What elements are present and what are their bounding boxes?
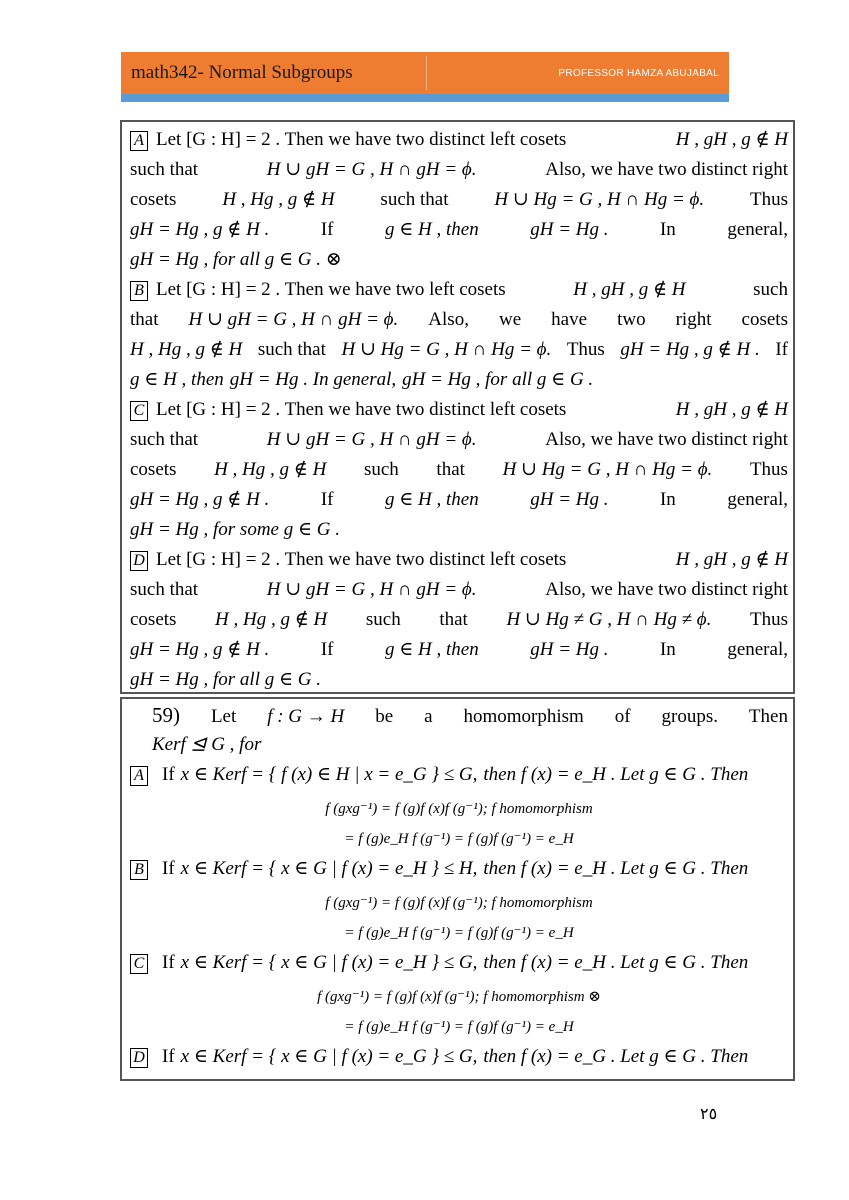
- q59-stem-line1: 59) Let f : G → H be a homomorphism of groups. Then: [130, 700, 788, 730]
- q58-option-a-line2: such that H ∪ gH = G , H ∩ gH = ϕ. Also, we have two distinct right: [130, 159, 788, 180]
- page-number: ٢٥: [700, 1106, 718, 1123]
- q58-option-d-line2: such that H ∪ gH = G , H ∩ gH = ϕ. Also, we have two distinct right: [130, 579, 788, 600]
- question-58-content: [130, 125, 788, 695]
- option-label-b: B: [130, 860, 148, 880]
- question-number: 59): [152, 703, 180, 727]
- q59-option-a-line3: = f (g)e_H f (g⁻¹) = f (g)f (g⁻¹) = e_H: [344, 831, 574, 847]
- header-stripe: [121, 94, 729, 102]
- option-label-d: D: [130, 551, 148, 571]
- q58-option-a-line3: cosets H , Hg , g ∉ H such that H ∪ Hg = G , H ∩ Hg = ϕ. Thus: [130, 189, 788, 210]
- q58-option-a-line4: gH = Hg , g ∉ H . If g ∈ H , then gH = Hg . In general,: [130, 219, 788, 240]
- q58-option-b-line2: that H ∪ gH = G , H ∩ gH = ϕ. Also, we have two right cosets: [130, 309, 788, 330]
- option-label-c: C: [130, 954, 148, 974]
- q58-option-d-line1: D Let [G : H] = 2 . Then we have two distinct left cosets H , gH , g ∉ H: [130, 545, 788, 575]
- header-title: math342- Normal Subgroups: [131, 62, 353, 83]
- q58-option-b-line1: B Let [G : H] = 2 . Then we have two left cosets H , gH , g ∉ H such: [130, 275, 788, 305]
- q58-option-a-line5: gH = Hg , for all g ∈ G . ⊗: [130, 249, 342, 270]
- q59-option-c-line1: C If x ∈ Kerf = { x ∈ G | f (x) = e_H } ≤ G, then f (x) = e_H . Let g ∈ G . Then: [130, 948, 788, 982]
- q59-option-c-line3: = f (g)e_H f (g⁻¹) = f (g)f (g⁻¹) = e_H: [344, 1019, 574, 1035]
- q58-option-d-line4: gH = Hg , g ∉ H . If g ∈ H , then gH = Hg . In general,: [130, 639, 788, 660]
- q58-option-c-line3: cosets H , Hg , g ∉ H such that H ∪ Hg = G , H ∩ Hg = ϕ. Thus: [130, 459, 788, 480]
- q59-stem-line2: Kerf ⊴ G , for: [152, 734, 262, 755]
- q59-option-a-line1: A If x ∈ Kerf = { f (x) ∈ H | x = e_G } ≤ G, then f (x) = e_H . Let g ∈ G . Then: [130, 760, 788, 794]
- q58-option-d-line3: cosets H , Hg , g ∉ H such that H ∪ Hg ≠ G , H ∩ Hg ≠ ϕ. Thus: [130, 609, 788, 630]
- option-label-c: C: [130, 401, 148, 421]
- q59-option-b-line2: f (gxg⁻¹) = f (g)f (x)f (g⁻¹); f homomorphism: [325, 895, 593, 911]
- q58-option-c-line2: such that H ∪ gH = G , H ∩ gH = ϕ. Also, we have two distinct right: [130, 429, 788, 450]
- q58-option-a-line1: A Let [G : H] = 2 . Then we have two distinct left cosets H , gH , g ∉ H: [130, 125, 788, 155]
- q58-option-c-line4: gH = Hg , g ∉ H . If g ∈ H , then gH = Hg . In general,: [130, 489, 788, 510]
- q58-option-c-line5: gH = Hg , for some g ∈ G .: [130, 519, 341, 540]
- header-separator: [426, 56, 427, 90]
- option-label-a: A: [130, 766, 148, 786]
- q59-option-a-line2: f (gxg⁻¹) = f (g)f (x)f (g⁻¹); f homomorphism: [325, 801, 593, 817]
- q59-option-b-line1: B If x ∈ Kerf = { x ∈ G | f (x) = e_H } ≤ H, then f (x) = e_H . Let g ∈ G . Then: [130, 854, 788, 888]
- q58-option-b-line3: H , Hg , g ∉ H such that H ∪ Hg = G , H ∩ Hg = ϕ. Thus gH = Hg , g ∉ H . If: [130, 339, 788, 360]
- option-label-b: B: [130, 281, 148, 301]
- header-author: PROFESSOR HAMZA ABUJABAL: [558, 67, 719, 79]
- q59-option-b-line3: = f (g)e_H f (g⁻¹) = f (g)f (g⁻¹) = e_H: [344, 925, 574, 941]
- q59-option-d-line1: D If x ∈ Kerf = { x ∈ G | f (x) = e_G } ≤ G, then f (x) = e_G . Let g ∈ G . Then: [130, 1042, 788, 1076]
- option-label-a: A: [130, 131, 148, 151]
- page-header: [121, 52, 729, 94]
- q58-option-c-line1: C Let [G : H] = 2 . Then we have two distinct left cosets H , gH , g ∉ H: [130, 395, 788, 425]
- q58-option-d-line5: gH = Hg , for all g ∈ G .: [130, 669, 322, 690]
- question-59-content: [130, 700, 788, 1076]
- q59-option-c-line2: f (gxg⁻¹) = f (g)f (x)f (g⁻¹); f homomorphism ⊗: [317, 989, 601, 1005]
- q58-option-b-line4: g ∈ H , then gH = Hg . In general, gH = Hg , for all g ∈ G .: [130, 369, 594, 390]
- option-label-d: D: [130, 1048, 148, 1068]
